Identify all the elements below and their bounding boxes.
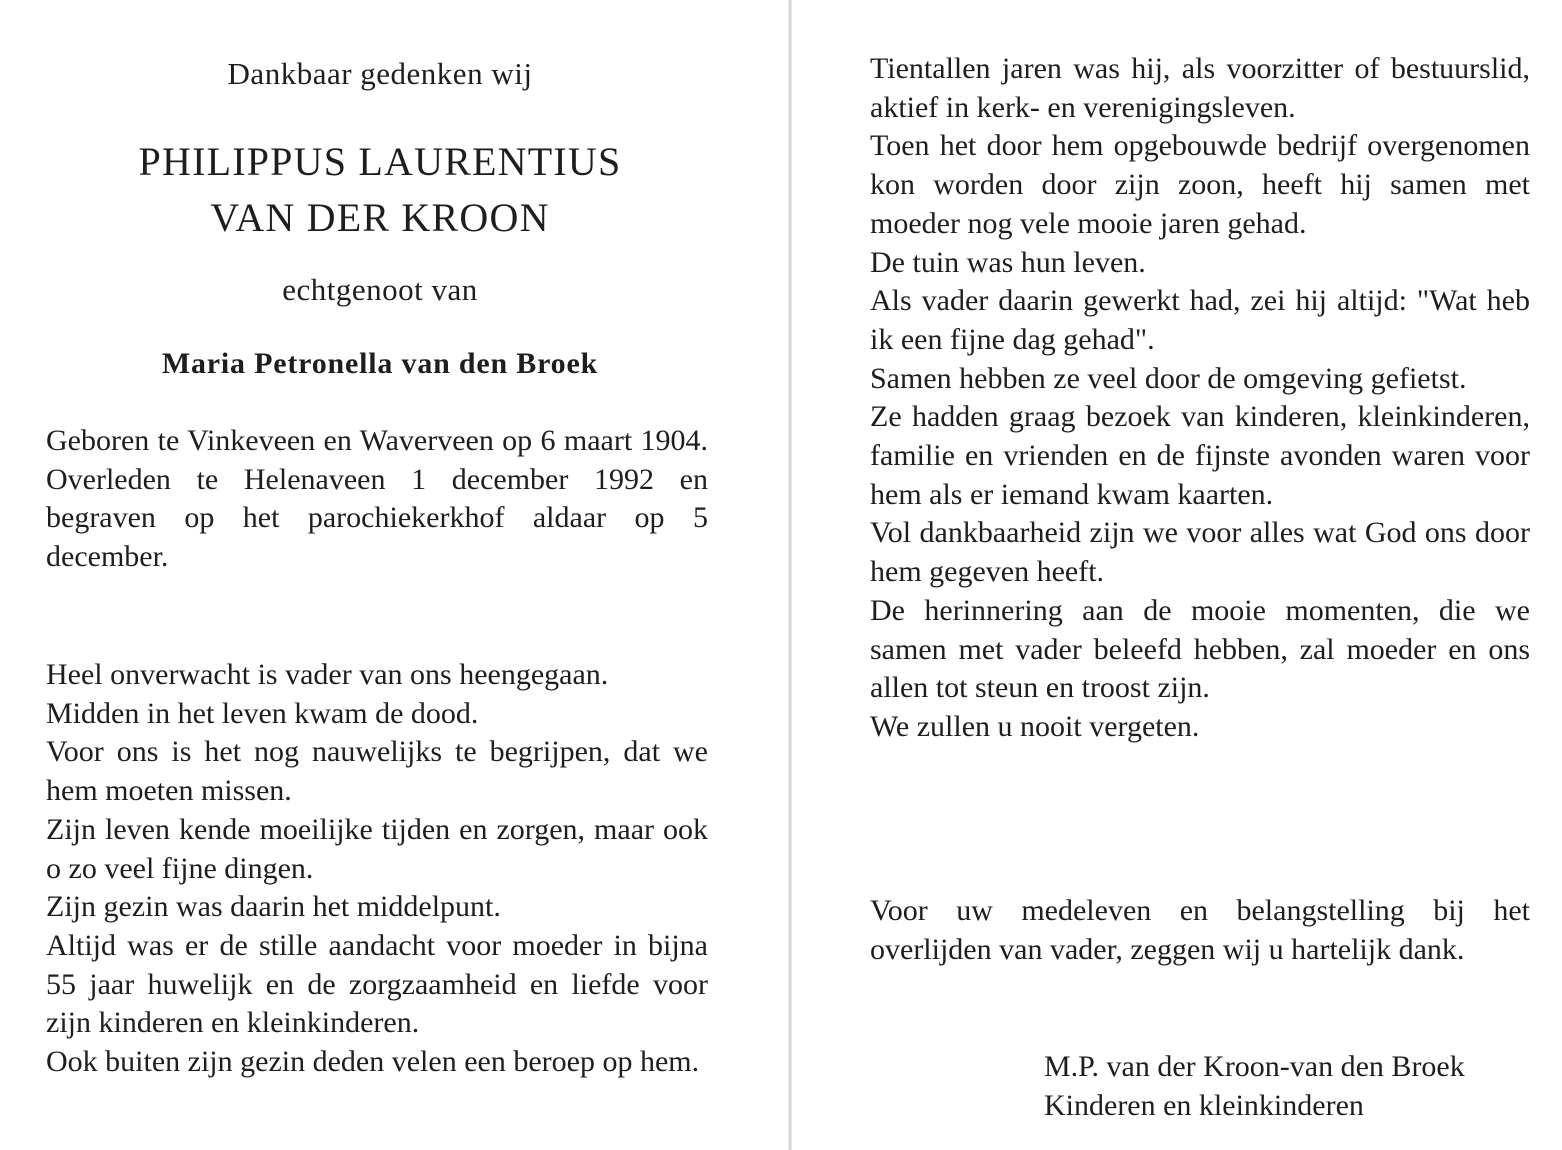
- deceased-name: [0, 134, 760, 246]
- paragraph: Midden in het leven kwam de dood.: [46, 696, 479, 730]
- paragraph: Tientallen jaren was hij, als voorzitter of bestuurslid, aktief in kerk- en verenigingsleven.: [870, 52, 1530, 124]
- memorial-text-left: [46, 656, 708, 1082]
- paragraph: Ook buiten zijn gezin deden velen een beroep op hem.: [46, 1045, 700, 1079]
- name-line-2: VAN DER KROON: [210, 195, 550, 240]
- paragraph: Zijn gezin was daarin het middelpunt.: [46, 890, 501, 924]
- signature-line-2: Kinderen en kleinkinderen: [1044, 1088, 1364, 1122]
- paragraph: De tuin was hun leven.: [870, 245, 1146, 279]
- intro-text: Dankbaar gedenken wij: [227, 56, 533, 91]
- paragraph: Heel onverwacht is vader van ons heengegaan.: [46, 658, 609, 691]
- paragraph: Samen hebben ze veel door de omgeving gefietst.: [870, 361, 1467, 395]
- memorial-text-right: [870, 50, 1530, 747]
- spouse-name: Maria Petronella van den Broek: [161, 347, 599, 380]
- signature: [1044, 1048, 1465, 1125]
- spouse-label: echtgenoot van: [282, 272, 478, 307]
- paragraph: Vol dankbaarheid zijn we voor alles wat God ons door hem gegeven heeft.: [870, 516, 1530, 589]
- paragraph: Altijd was er de stille aandacht voor moeder in bijna 55 jaar huwelijk en de zorgzaamheid en liefde voor zijn kinderen en kleinkinderen.: [46, 928, 708, 1040]
- paragraph: Zijn leven kende moeilijke tijden en zorgen, maar ook o zo veel fijne dingen.: [46, 812, 708, 885]
- biography: Geboren te Vinkeveen en Waverveen op 6 maart 1904. Overleden te Helenaveen 1 december 1992 en begraven op het parochiekerkhof aldaar op 5 december.: [46, 424, 708, 574]
- thanks-text: Voor uw medeleven en belangstelling bij het overlijden van vader, zeggen wij u hartelijk dank.: [870, 894, 1530, 966]
- paragraph: Als vader daarin gewerkt had, zei hij altijd: "Wat heb ik een fijne dag gehad".: [870, 284, 1530, 356]
- paragraph: We zullen u nooit vergeten.: [870, 709, 1200, 743]
- paragraph: De herinnering aan de mooie momenten, die we samen met vader beleefd hebben, zal moeder en ons allen tot steun en troost zijn.: [870, 593, 1530, 705]
- paragraph: Voor ons is het nog nauwelijks te begrijpen, dat we hem moeten missen.: [46, 735, 708, 808]
- paragraph: Toen het door hem opgebouwde bedrijf overgenomen kon worden door zijn zoon, heeft hij samen met moeder nog vele mooie jaren gehad.: [870, 129, 1530, 240]
- paragraph: Ze hadden graag bezoek van kinderen, kleinkinderen, familie en vrienden en de fijnste avonden waren voor hem als er iemand kwam kaarten.: [870, 400, 1530, 511]
- right-page: [792, 0, 1562, 1150]
- signature-line-1: M.P. van der Kroon-van den Broek: [1044, 1050, 1465, 1083]
- name-line-1: PHILIPPUS LAURENTIUS: [138, 139, 622, 184]
